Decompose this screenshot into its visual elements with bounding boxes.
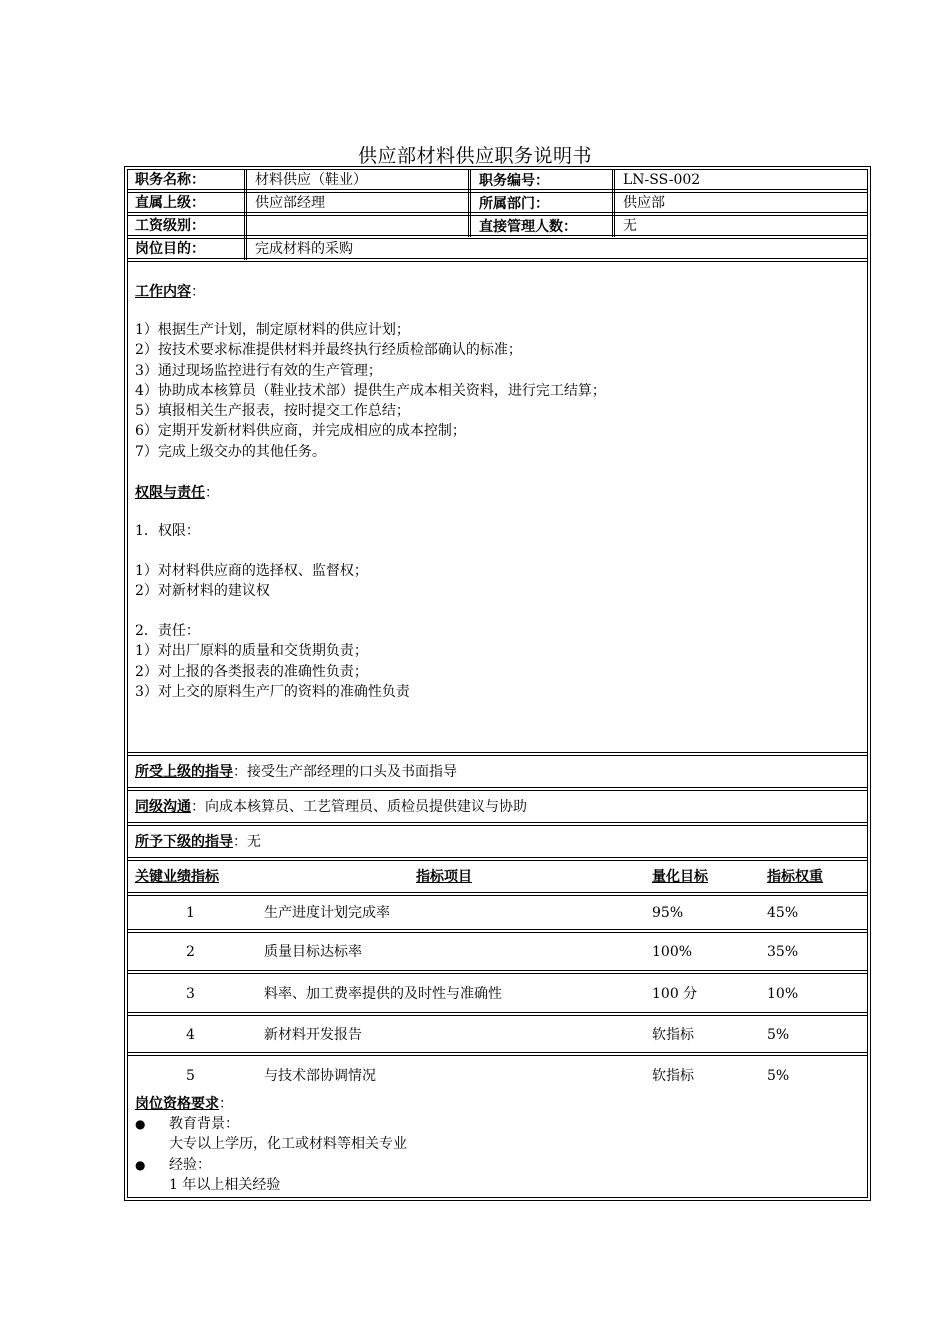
guidance-from-text: ：接受生产部经理的口头及书面指导 (233, 764, 457, 780)
list-item: 1）根据生产计划，制定原材料的供应计划； (135, 322, 410, 338)
kpi-top-line (128, 857, 867, 861)
list-item: 1）对出厂原料的质量和交货期负责； (135, 643, 368, 660)
kpi-item: 新材料开发报告 (264, 1027, 362, 1043)
kpi-weight: 5% (767, 1027, 790, 1043)
kpi-target: 软指标 (652, 1068, 694, 1084)
qualifications-heading: 岗位资格要求： (135, 1096, 233, 1112)
list-item: 6）定期开发新材料供应商，并完成相应的成本控制； (135, 423, 466, 440)
direct-reports-label: 直接管理人数： (479, 219, 577, 235)
kpi-row-line (128, 1012, 867, 1016)
authority-heading: 权限与责任： (135, 485, 219, 501)
education-detail: 大专以上学历，化工或材料等相关专业 (169, 1136, 407, 1153)
duties-list (135, 621, 410, 702)
kpi-item: 质量目标达标率 (264, 944, 362, 960)
kpi-weight: 5% (767, 1068, 790, 1084)
work-heading: 工作内容： (135, 284, 205, 300)
header-divider-2 (468, 170, 471, 237)
job-code-value: LN-SS-002 (623, 172, 701, 188)
qualification-education: ● 教育背景： (135, 1114, 407, 1134)
bullet-icon: ● (135, 1157, 146, 1172)
guidance-to (135, 832, 261, 852)
dept-label: 所属部门： (479, 196, 549, 212)
kpi-no: 5 (186, 1068, 195, 1084)
purpose-value: 完成材料的采购 (255, 241, 353, 257)
guidance-from (135, 762, 457, 782)
list-item: 4）协助成本核算员（鞋业技术部）提供生产成本相关资料，进行完工结算； (135, 382, 606, 399)
list-item: 2）按技术要求标准提供材料并最终执行经质检部确认的标准； (135, 342, 522, 359)
kpi-row-line (128, 929, 867, 933)
kpi-weight: 35% (767, 944, 799, 960)
kpi-no: 1 (186, 905, 195, 921)
kpi-item: 料率、加工费率提供的及时性与准确性 (264, 986, 502, 1002)
superior-value: 供应部经理 (255, 195, 325, 211)
list-item: 2）对上报的各类报表的准确性负责； (135, 663, 368, 680)
qualifications-list (135, 1114, 407, 1195)
kpi-header-item: 指标项目 (416, 869, 472, 885)
peer-communication (135, 797, 527, 817)
guidance-to-text: ：无 (233, 834, 261, 850)
purpose-label: 岗位目的： (135, 241, 205, 257)
kpi-header-target: 量化目标 (652, 869, 708, 885)
qualification-experience: ● 经验： (135, 1155, 407, 1175)
page-title: 供应部材料供应职务说明书 (357, 145, 592, 167)
superior-label: 直属上级： (135, 195, 205, 211)
rights-list (135, 561, 368, 602)
kpi-row-line (128, 892, 867, 896)
kpi-no: 4 (186, 1027, 195, 1043)
list-item: 3）对上交的原料生产厂的资料的准确性负责 (135, 683, 410, 700)
bullet-icon: ● (135, 1117, 146, 1131)
kpi-target: 100% (652, 944, 693, 960)
kpi-weight: 45% (767, 905, 799, 921)
rights-title: 1．权限： (135, 523, 200, 539)
job-description-form (124, 166, 871, 1201)
kpi-target: 软指标 (652, 1027, 694, 1043)
section-line-guidance-to (128, 822, 867, 826)
list-item: 3）通过现场监控进行有效的生产管理； (135, 362, 382, 379)
guidance-to-label: 所予下级的指导 (135, 834, 233, 850)
job-code-label: 职务编号： (479, 173, 549, 189)
guidance-from-label: 所受上级的指导 (135, 764, 233, 780)
kpi-weight: 10% (767, 986, 799, 1002)
job-name-label: 职务名称： (135, 172, 205, 188)
wage-label: 工资级别： (135, 218, 205, 234)
kpi-row-line (128, 970, 867, 974)
qualifications-heading-text: 岗位资格要求 (135, 1096, 219, 1112)
authority-heading-text: 权限与责任 (135, 485, 205, 501)
section-line-peer (128, 787, 867, 791)
section-line-guidance (128, 752, 867, 756)
list-item: 7）完成上级交办的其他任务。 (135, 443, 326, 460)
peer-text: ：向成本核算员、工艺管理员、质检员提供建议与协助 (191, 799, 527, 815)
direct-reports-value: 无 (623, 218, 637, 234)
list-item: 1）对材料供应商的选择权、监督权； (135, 563, 368, 579)
header-divider-3 (612, 170, 615, 237)
peer-label: 同级沟通 (135, 799, 191, 815)
kpi-item: 与技术部协调情况 (264, 1068, 376, 1084)
duties-title: 2．责任： (135, 623, 200, 639)
header-row-line-4 (128, 258, 867, 262)
kpi-no: 3 (186, 986, 195, 1002)
kpi-target: 100 分 (652, 986, 698, 1002)
kpi-row-line (128, 1052, 867, 1056)
work-list (135, 320, 606, 462)
work-heading-text: 工作内容 (135, 284, 191, 300)
dept-value: 供应部 (623, 195, 665, 211)
list-item: 5）填报相关生产报表，按时提交工作总结； (135, 403, 410, 420)
list-item: 2）对新材料的建议权 (135, 583, 270, 600)
kpi-header-indicator: 关键业绩指标 (135, 869, 219, 885)
kpi-no: 2 (186, 944, 195, 960)
kpi-target: 95% (652, 905, 684, 921)
experience-detail: 1 年以上相关经验 (169, 1176, 281, 1193)
kpi-item: 生产进度计划完成率 (264, 905, 390, 921)
kpi-header-weight: 指标权重 (767, 869, 823, 885)
job-name-value: 材料供应（鞋业） (255, 172, 367, 188)
form-inner-border (127, 169, 868, 1198)
